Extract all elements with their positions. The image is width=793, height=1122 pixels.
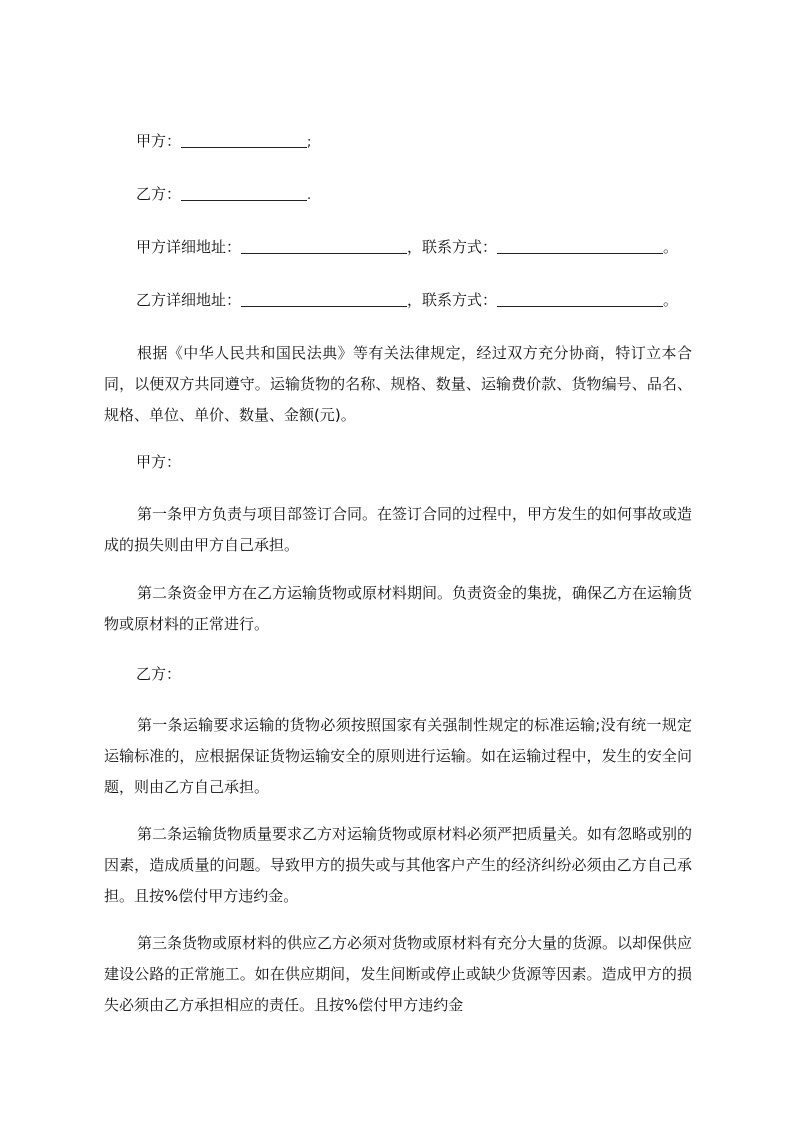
party-b-article-3: 第三条货物或原材料的供应乙方必须对货物或原材料有充分大量的货源。以却保供应建设公路的正常施工。如在供应期间，发生间断或停止或缺少货源等因素。造成甲方的损失必须由乙方承担相应的责任。且按%偿付甲方违约金 [104, 934, 693, 1014]
party-a-line-end: ; [307, 135, 312, 150]
party-a-section-heading: 甲方： [136, 453, 182, 471]
party-b-contact-blank[interactable] [497, 291, 663, 307]
party-b-line-end: . [307, 188, 312, 203]
party-a-contact-label: 联系方式： [422, 238, 498, 256]
party-a-contact-end: 。 [663, 238, 679, 256]
party-b-line [136, 184, 311, 206]
party-b-address-separator: ， [407, 291, 423, 309]
party-a-line [136, 131, 311, 153]
party-a-article-1: 第一条甲方负责与项目部签订合同。在签订合同的过程中，甲方发生的如何事故或造成的损失则由甲方自己承担。 [104, 505, 693, 554]
party-b-label: 乙方： [136, 185, 182, 203]
party-a-address-line [136, 237, 678, 257]
party-b-contact-label: 联系方式： [422, 291, 498, 309]
party-a-contact-blank[interactable] [497, 238, 663, 254]
party-a-address-label: 甲方详细地址： [136, 238, 242, 256]
party-b-address-line [136, 290, 678, 310]
party-b-section-heading: 乙方： [136, 665, 182, 683]
party-a-article-2: 第二条资金甲方在乙方运输货物或原材料期间。负责资金的集拢，确保乙方在运输货物或原材料的正常进行。 [104, 584, 693, 633]
party-a-address-separator: ， [407, 238, 423, 256]
party-b-article-2: 第二条运输货物质量要求乙方对运输货物或原材料必须严把质量关。如有忽略或别的因素，造成质量的问题。导致甲方的损失或与其他客户产生的经济纠纷必须由乙方自己承担。且按%偿付甲方违约金。 [104, 825, 693, 905]
party-a-address-blank[interactable] [241, 238, 407, 254]
intro-paragraph: 根据《中华人民共和国民法典》等有关法律规定，经过双方充分协商，特订立本合同，以便双方共同遵守。运输货物的名称、规格、数量、运输费价款、货物编号、品名、规格、单位、单价、数量、金额(元)。 [104, 344, 692, 424]
party-b-address-label: 乙方详细地址： [136, 291, 242, 309]
party-b-contact-end: 。 [663, 291, 679, 309]
party-b-article-1: 第一条运输要求运输的货物必须按照国家有关强制性规定的标准运输;没有统一规定运输标准的，应根据保证货物运输安全的原则进行运输。如在运输过程中，发生的安全问题，则由乙方自己承担。 [104, 716, 692, 796]
party-b-name-blank[interactable] [181, 185, 307, 201]
party-a-label: 甲方： [136, 132, 182, 150]
party-b-address-blank[interactable] [241, 291, 407, 307]
party-a-name-blank[interactable] [181, 132, 307, 148]
